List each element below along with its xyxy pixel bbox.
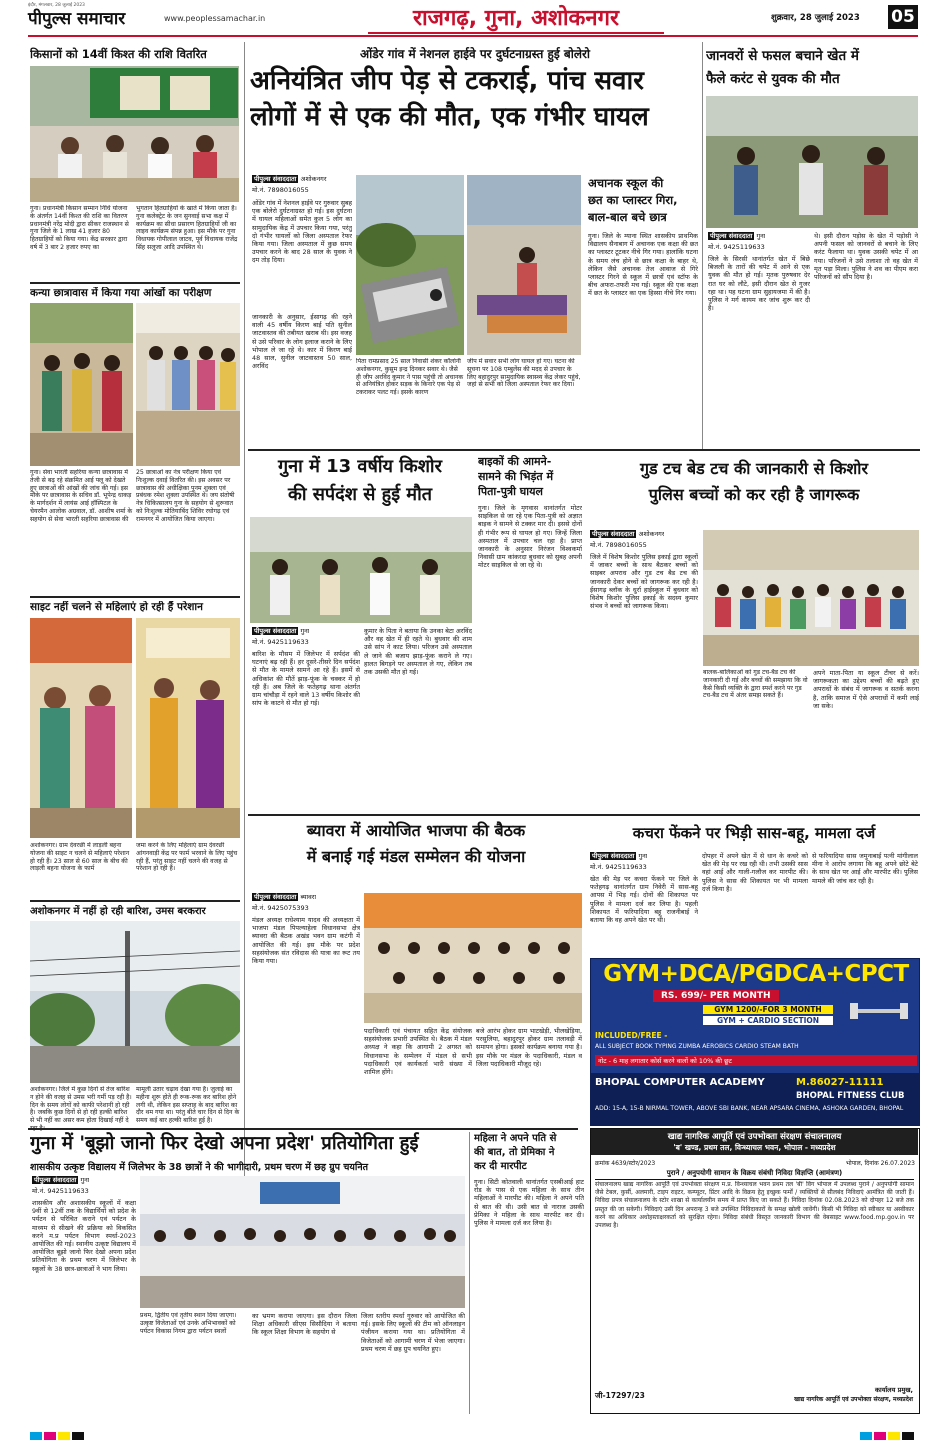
dumbbell-icon-svg	[846, 991, 912, 1031]
current-byline	[708, 232, 765, 240]
snake-headline-1: गुना में 13 वर्षीय किशोर	[278, 456, 442, 477]
eye-camp-photo-1-svg	[30, 303, 133, 466]
gym-ad-included: INCLUDED/FREE -	[595, 1031, 668, 1040]
issue-date: शुक्रवार, 28 जुलाई 2023	[771, 13, 860, 23]
byline-desk: पीपुल्स संवाददाता	[592, 852, 635, 860]
good-touch-headline-1: गुड टच बेड टच की जानकारी से किशोर	[640, 459, 868, 478]
eye-camp-headline: कन्या छात्रावास में किया गया आंखों का परीक्षण	[30, 287, 212, 299]
notice-body: संचालनालय खाद्य नागरिक आपूर्ति एवं उपभोक्ता संरक्षण म.प्र. विन्ध्याचल भवन प्रथम तल 'बी' विंग भोपाल में उपलब्ध पुराने / अनुपयोगी सामान जैसे टेबल, कुर्सी, अलमारी, टाइप राइटर, कम्प्यूटर, प्रिंटर आदि के विक्रय हेतु इच्छुक फर्मों / व्यक्तियों से सीलबंद निविदाएं आमंत्रित की जाती हैं। निविदा प्रपत्र संचालनालय के स्टोर शाखा से कार्यालयीन समय में प्राप्त किए जा सकते हैं। निविदा दिनांक 02.08.2023 को दोपहर 12 बजे तक प्रस्तुत की जा सकेगी। निविदाएं उसी दिन अपरान्ह 3 बजे उपस्थित निविदाकारों के समक्ष खोली जावेंगी। किसी भी निविदा को स्वीकार या अस्वीकार करने का अधिकार अधोहस्ताक्षरकर्ता को सुरक्षित रहेगा। निविदा संबंधी विस्तृत जानकारी विभाग की वेबसाइट www.food.mp.gov.in पर उपलब्ध है।	[595, 1181, 914, 1230]
good-touch-headline-2: पुलिस बच्चों को कर रही है जागरूक	[648, 485, 860, 504]
current-headline-1: जानवरों से फसल बचाने खेत में	[706, 48, 859, 64]
lead-photo-2-caption: पिता रामप्रसाद 25 साल निवासी शंकर कॉलोनी अशोकनगर, कुसुम इन्द्र दिनकर सवार थे। जैसे ही जीप अरविंद कुमार ने पास पहुंची तो अचानक से अनियंत्रित होकर सड़क के किनारे एक पेड़ से टकराकर पलट गई। इसके कारण	[356, 358, 464, 397]
lead-byline	[252, 175, 352, 183]
eye-camp-caption-2: 25 छात्राओं का नेत्र परीक्षण किया एवं निःशुल्क दवाई वितरित की। इस अवसर पर छात्रावास की अधीक्षिका पूनम शुक्ला एवं प्रबंधक रमेश शुक्ला उपस्थित थे। जय संतोषी नेत्र चिकित्सालय गुना के सहयोग से शुरूवात को निःशुल्क मोतियाबिंद शिविर रघोगढ़ एवं रामनगर में आयोजित किया जाएगा।	[136, 469, 235, 523]
contest-byline	[32, 1176, 89, 1184]
byline-desk: पीपुल्स संवाददाता	[254, 175, 297, 183]
byline-place: गुना	[80, 1176, 90, 1184]
mahila-headline-1: महिला ने अपने पति से	[474, 1133, 557, 1144]
notice-sign-2: खाद्य नागरिक आपूर्ति एवं उपभोक्ता संरक्षण, मध्यप्रदेश	[794, 1396, 913, 1403]
byline-place: गुना	[300, 627, 310, 635]
snake-photo-svg	[250, 517, 472, 623]
contest-mobile: मो.नं. 9425119633	[32, 1187, 89, 1195]
website-photo-2-svg	[136, 618, 240, 838]
lead-headline-2: लोगों में से एक की मौत, एक गंभीर घायल	[250, 102, 649, 132]
kisan-caption-1: गुना। प्रधानमंत्री किसान सम्मान निधि योजना के अंतर्गत 14वीं किश्त की राशि का वितरण प्रधानमंत्री नरेंद्र मोदी द्वारा सीकर राजस्थान से गुना जिले के 1 लाख 41 हजार 80 हितग्राहियों को किया गया। केंद्र सरकार द्वारा वर्ष में 3 बार 2 हजार रुपए का	[30, 205, 129, 251]
notice-heading: पुराने / अनुपयोगी सामान के विक्रय संबंधी निविदा विज्ञप्ति (आमंत्रण)	[595, 1169, 914, 1180]
snake-body-2: कुमार के पिता ने बताया कि उनका बेटा अरविंद और वह खेत में ही रहते थे। बुधवार की शाम उसे सांप ने काट लिया। परिजन उसे अस्पताल ले जाने की बजाय झाड़-फूंक कराने ले गए। हालत बिगड़ने पर अस्पताल ले गए, लेकिन तब तक उसकी मौत हो गई।	[364, 627, 472, 677]
notice-ref: क्रमांक 4639/स्टोर/2023	[595, 1160, 656, 1167]
website-photo-1-svg	[30, 618, 132, 838]
bike-body: गुना। जिले के मृगवास थानांतर्गत मोटर साइकिल से जा रहे एक पिता-पुत्री को अज्ञात बाइक ने सामने से टक्कर मार दी। इससे दोनों ही गंभीर रूप से घायल हो गए। जिन्हें जिला अस्पताल में उपचार चल रहा है। प्राप्त जानकारी के अनुसार निरंजन विश्वकर्मा निवासी ग्राम कांकरदा बुधवार को सुबह अपनी मोटर साइकिल से जा रहे थे।	[478, 504, 582, 570]
eye-camp-photo-2	[136, 303, 240, 466]
current-body-1: जिले के सिरसी थानांतर्गत खेत में बिछे बिजली के तारों की चपेट में आने से एक युवक की मौत हो गई। मृतक पुरुषवार देर रात घर को लौटे, इसी दौरान खेत से गुजर रहा था। यह घटना ग्राम सुहायजमा में की है। पुलिस ने मर्ग कायम कर जांच शुरू कर दी है।	[708, 255, 810, 313]
section-title: राजगढ़, गुना, अशोकनगर	[412, 6, 620, 31]
current-headline-2: फैले करंट से युवक की मौत	[706, 71, 840, 87]
no-rain-caption-1: अशोकनगर। जिले में कुछ दिनों से तेज बारिश न होने की वजह से उमस भरी गर्मी पड़ रही है। दिन के समय लोगों को काफी परेशानी हो रही है। जबकि कुछ दिनों से हो रही हल्की बारिश से भी नहीं का असर कम होता दिखाई नहीं दे	[30, 1086, 132, 1125]
bjp-photo	[364, 893, 582, 1023]
website-url[interactable]: www.peoplessamachar.in	[164, 14, 266, 23]
no-rain-caption-2: मामूली उतार चढ़ाव देखा गया है। जुलाई का महीना शुरू होते ही रूक-रूक कर बारिश होने लगी थी, लेकिन इस सप्ताह के बाद बारिश का दौर थम गया था। परंतु बीते चार दिन से दिन के समय कई बार हल्की बारिश हुई है।	[136, 1086, 240, 1125]
lead-photo-1-svg	[356, 175, 464, 355]
contest-body-1: शासकीय और अशासकीय स्कूलों में कक्षा 9वीं से 12वीं तक के विद्यार्थियों को प्रदेश के पर्यटन से परिचित कराने एवं पर्यटन के माध्यम से सीखने की प्रक्रिया को विकसित करने म.प्र पर्यटन विभाग स्पर्धा-2023 आयोजित की गई। स्थानीय उत्कृष्ट विद्यालय में आयोजित बूझो जानो फिर देखो अपना प्रदेश प्रतियोगिता के प्रथम चरण में जिलेभर के स्कूलों के 38 छात्र-छात्राओं ने भाग लिया।	[32, 1199, 136, 1273]
col-divider	[30, 900, 240, 902]
snake-body-1: बारिश के मौसम में जिलेभर में सर्पदंश की घटनाएं बढ़ रही हैं। हर दूसरे-तीसरे दिन सर्पदंश से मौत के मामले सामने आ रहे हैं। इसमें से अधिकांश की मौतें झाड़-फूंक के चक्कर में हो रही हैं। अब जिले के फतेहगढ़ थाना अंतर्गत ग्राम चांचौड़ा में रहने वाले 13 वर्षीय किशोर की सांप के काटने से मौत हो गई।	[252, 650, 360, 708]
current-photo	[706, 96, 918, 228]
registration-marks-svg	[0, 1429, 945, 1443]
snake-byline	[252, 627, 309, 635]
gym-ad-sections: ALL SUBJECT BOOK TYPING ZUMBA AEROBICS CARDIO STEAM BATH	[595, 1043, 799, 1050]
section-divider	[28, 1128, 578, 1130]
bike-headline-1: बाइकों की आमने-	[478, 455, 552, 468]
contest-headline: गुना में 'बूझो जानो फिर देखो अपना प्रदेश' प्रतियोगिता हुई	[30, 1133, 419, 1154]
good-touch-mobile: मो.नं. 7898016055	[590, 541, 647, 549]
bjp-byline	[252, 893, 316, 901]
lead-photo-2-svg	[467, 175, 581, 355]
contest-photo-svg	[140, 1176, 465, 1308]
website-photo-1	[30, 618, 132, 838]
col-divider	[30, 596, 240, 598]
current-photo-svg	[706, 96, 918, 228]
gym-ad-academy: BHOPAL COMPUTER ACADEMY	[595, 1077, 765, 1088]
byline-desk: पीपुल्स संवाददाता	[254, 893, 297, 901]
contest-subhead: शासकीय उत्कृष्ट विद्यालय में जिलेभर के 38 छात्रों ने की भागीदारी, प्रथम चरण में छह ग्रुप चयनित	[30, 1162, 369, 1173]
eye-camp-photo-2-svg	[136, 303, 240, 466]
gym-ad-price: RS. 699/- PER MONTH	[653, 990, 779, 1002]
school-headline-1: अचानक स्कूल की	[588, 176, 664, 190]
mahila-body: गुना। सिटी कोतवाली थानांतर्गत एसबीआई हाट रोड के पास से एक महिला के साथ तीन महिलाओं ने मारपीट की। महिला ने अपने पति से बात की थी। उसी बात से नाराज उसकी प्रेमिका ने महिला के साथ मारपीट कर दी। पुलिस ने मामला दर्ज कर लिया है।	[474, 1178, 584, 1228]
gym-ad-mobile[interactable]: M.86027-11111	[796, 1077, 884, 1088]
gym-ad-address: ADD: 15-A, 15-B NIRMAL TOWER, ABOVE SBI BANK, NEAR APSARA CINEMA, ASHOKA GARDEN, BHOPAL	[595, 1105, 904, 1112]
col-divider	[30, 282, 240, 284]
snake-headline-2: की सर्पदंश से हुई मौत	[288, 484, 432, 505]
bjp-headline-2: में बनाई गई मंडल सम्मेलन की योजना	[306, 847, 526, 866]
kisan-headline: किसानों को 14वीं किश्त की राशि वितरित	[30, 47, 207, 61]
byline-place: गुना	[756, 232, 766, 240]
contest-photo	[140, 1176, 465, 1308]
website-photo-2	[136, 618, 240, 838]
gym-ad-note: नोट - 6 माह लगातार कोर्स करने वालों को 10% की छूट	[595, 1055, 917, 1066]
bjp-body-1: मंडल अध्यक्ष राधेश्याम यादव की अध्यक्षता में भाजपा मंडल पिपल्याहेला विधानसभा क्षेत्र ब्यावरा की बैठक अखंड भवन ग्राम कटंगी में आयोजित की गई। इस मौके पर प्रदेश सहसंयोजक संत रविदास की यात्रा का रूट तय किया गया।	[252, 916, 360, 966]
notice-date: भोपाल, दिनांक 26.07.2023	[845, 1160, 915, 1167]
bjp-body-3: बजे आरंभ होकर ग्राम भाटखेड़ी, भीलखेड़िया, परसुलिया, बहादुरपुर होकर ग्राम तलावड़ी में समापन होगा। इसको कार्यक्रम बनाया गया है। इस मौके पर मंडल के पदाधिकारी, मंडल व जिला पदाधिकारी मौजूद रहे।	[476, 1027, 582, 1068]
website-caption-1: अशोकनगर। ग्राम देवरछी में लाड़ली बहना योजना की साइट न चलने से महिलाएं परेशान हो रही हैं। 23 साल से 60 साल के बीच की लाड़ली बहना योजना के फार्म	[30, 842, 130, 873]
masthead	[0, 0, 945, 36]
academy-bar	[591, 1073, 920, 1126]
school-headline-3: बाल-बाल बचे छात्र	[588, 210, 667, 224]
notice-subtitle: 'ब' खण्ड, प्रथम तल, विन्ध्याचल भवन, भोपाल - मध्यप्रदेश	[673, 1143, 836, 1152]
byline-place: अशोकनगर	[300, 175, 327, 183]
school-body: गुना। जिले के म्याना स्थित शासकीय प्राथमिक विद्यालय सैनाबाग में अचानक एक कक्षा की छत का प्लास्टर टूटकर नीचे गिर गया। हालांकि घटना के समय लंच होने से छात्र कक्षा के बाहर थे, लेकिन जैसे अचानक तेज आवाज से गिरे प्लास्टर गिरने से स्कूल में छात्रों एवं स्टॉफ के बीच अफरा-तफरी मच गई। स्कूल की एक कक्षा में छत के प्लास्टर का एक हिस्सा नीचे गिर गया।	[588, 232, 698, 298]
no-rain-headline: अशोकनगर में नहीं हो रही बारिश, उमस बरकरार	[30, 906, 206, 917]
bjp-body-2: पदाधिकारी एवं पंचायत सहित केंद्र संयोजक सहसंयोजक प्रभारी उपस्थित थे। बैठक में मंडल अध्यक्ष ने कहा कि आगामी 2 अगस्त को विधानसभा के सम्मेलन में मंडल से सभी पदाधिकारी एवं कार्यकर्ता भारी संख्या में शामिल होंगे।	[364, 1027, 472, 1077]
contest-caption: प्रथम, द्वितीय एवं तृतीय स्थान दिया जाएगा। उत्कृष्ट विजेताओं एवं उनके अभिभावकों को पर्यटन विकास निगम द्वारा पर्यटन स्थलों	[140, 1312, 237, 1335]
kisan-photo	[30, 66, 239, 202]
good-touch-photo	[703, 530, 919, 666]
section-divider	[248, 449, 920, 451]
eye-camp-photo-1	[30, 303, 133, 466]
dispute-body-1: खेत की मेड़ पर कचरा फेंकने पर जिले के फतेहगढ़ थानांतर्गत ग्राम निवेरी में सास-बहू आपस में भिड़ गई। दोनों की शिकायत पर पुलिस ने मामला दर्ज कर लिया है। पहली शिकायत में फरियादिया बहू राजनीबाई ने बताया कि वह अपने खेत पर थी।	[590, 875, 698, 925]
lead-mobile: मो.नं. 7898016055	[252, 186, 309, 194]
column-rule	[469, 1132, 470, 1414]
notice-title: खाद्य नागरिक आपूर्ति एवं उपभोक्ता संरक्षण संचालनालय	[667, 1132, 842, 1142]
kisan-photo-svg	[30, 66, 239, 202]
gym-ad-offer-2: GYM + CARDIO SECTION	[703, 1016, 833, 1025]
newspaper-logo: पीपुल्स समाचार	[28, 9, 126, 29]
bjp-mobile: मो.नं. 9425075393	[252, 904, 309, 912]
byline-place: अशोकनगर	[638, 530, 665, 538]
mahila-headline-2: की बात, तो प्रेमिका ने	[474, 1147, 555, 1158]
snake-mobile: मो.नं. 9425119633	[252, 638, 309, 646]
current-mobile: मो.नं. 9425119633	[708, 243, 765, 251]
eye-camp-caption-1: गुना। सेवा भारती सहरिया कन्या छात्रावास में तेजी से बढ़ रहे संक्रमित आई फ्लू को देखते हुए छात्राओं की आंखों की जांच की गई। इस मौके पर छात्रावास के सचिव डॉ. भूपेन्द्र धाकड़ के मार्गदर्शन में लायंस आई हॉस्पिटल के चेयरमैन आलोक अग्रवाल, डॉ. आशीष शर्मा के सहयोग से सेवा भारती सहरिया छात्रावास की	[30, 469, 133, 523]
notice-sign-1: कार्यालय प्रमुख,	[875, 1386, 913, 1394]
print-registration-strip	[0, 1428, 945, 1442]
contest-body-3: जिला स्तरीय स्पर्धा गुरुवार को आयोजित की गई। इसके लिए स्कूलों की टीम को ऑनलाइन पंजीयन कराया गया था। प्रतियोगिता में विजेताओं को आगामी चरण में भेजा जाएगा। प्रथम चरण में छह ग्रुप चयनित हुए।	[361, 1312, 465, 1353]
dispute-body-3: से फरियादिया सास जमुनाबाई पत्नी मांगीलाल मीना ने आरोप लगाया कि बहू अपने छोटे बेटे के साथ खेत पर आई और मारपीट की। पुलिस मामले की जांच कर रही है।	[812, 852, 918, 885]
gym-ad[interactable]	[590, 958, 920, 1126]
no-rain-photo-svg	[30, 921, 240, 1083]
dumbbell-icon	[846, 991, 912, 1031]
section-title-bar	[368, 4, 664, 34]
no-rain-photo	[30, 921, 240, 1083]
gym-ad-fitness: BHOPAL FITNESS CLUB	[796, 1091, 905, 1101]
lead-body-1: ओंडेर गांव में नेशनल हाईवे पर गुरुवार सुबह एक बोलेरो दुर्घटनाग्रस्त हो गई। इस दुर्घटना में घायल महिलाओं समेत कुल 5 लोग का सामुदायिक केंद्र में उपचार किया गया, परंतु दो गंभीर घायलों को जिला अस्पताल रेफर किया गया। जिला अस्पताल में कुछ समय उपचार करने के बाद 28 साल के युवक ने दम तोड़ दिया।	[252, 199, 352, 265]
byline-desk: पीपुल्स संवाददाता	[34, 1176, 77, 1184]
lead-photo-1	[356, 175, 464, 355]
byline-desk: पीपुल्स संवाददाता	[254, 627, 297, 635]
good-touch-body-1: जिले में विशेष किशोर पुलिस इकाई द्वारा स्कूलों में जाकर बच्चों के साथ बैठकर बच्चों को साइबर अपराध और गुड टच बैड टच की जानकारी देकर बच्चों को जागरूक कर रही है। ईसागढ़ ब्लॉक के धुर्रा हाईस्कूल में बुधवार को विशेष किशोर पुलिस इकाई के सदस्य कुमार संभव ने बच्चों को जागरूक किया।	[590, 553, 698, 611]
lead-kicker: ओंडेर गांव में नेशनल हाईवे पर दुर्घटनाग्रस्त हुई बोलेरो	[359, 47, 591, 61]
good-touch-byline	[590, 530, 664, 538]
website-caption-2: जमा करने के लिए महिलाएं ग्राम देवरछी आंगनवाड़ी केंद्र पर फार्म भरवाने के लिए पहुंच रही हैं, परंतु साइट नहीं चलने की वजह से परेशान हो रही हैं।	[136, 842, 238, 873]
good-touch-body-2: अपने माता-पिता या स्कूल टीचर से करें। जागरूकता का उद्देश्य बच्चों की बढ़ते हुए अपराधों के संबंध में जागरूक व सतर्क करना है, ताकि समाज में ऐसे अपराधों में कमी लाई जा सके।	[813, 669, 919, 710]
byline-desk: पीपुल्स संवाददाता	[592, 530, 635, 538]
dispute-body-2: दोपहर में अपने खेत में से धान के कचरे को खेत की मेड़ पर रख रही थी। तभी उसकी सास वहां आई और गाली-गलौज कर मारपीट की। पुलिस ने सास की शिकायत पर भी मामला दर्ज किया है।	[702, 852, 808, 893]
dispute-mobile: मो.नं. 9425119633	[590, 863, 647, 871]
contest-body-2: का भ्रमण कराया जाएगा। इस दौरान जिला शिक्षा अधिकारी सीएस सिसौदिया ने बताया कि स्कूल शिक्षा विभाग के सहयोग से	[252, 1312, 357, 1337]
bike-headline-3: पिता-पुत्री घायल	[478, 485, 543, 498]
page-number: 05	[888, 5, 918, 29]
lead-headline-1: अनियंत्रित जीप पेड़ से टकराई, पांच सवार	[250, 66, 644, 96]
notice-header	[591, 1129, 918, 1155]
current-body-2: थे। इसी दौरान पड़ोस के खेत में पड़ोसी ने अपनी फसल को जानवरों से बचाने के लिए करंट फैलाया था। युवक उसकी चपेट में आ गया। परिजनों ने उसे तलाशा तो वह खेत में मृत पड़ा मिला। पुलिस ने शव का पीएम करा परिजनों को सौंप दिया है।	[814, 232, 918, 282]
dispute-byline	[590, 852, 647, 860]
byline-place: गुना	[638, 852, 648, 860]
school-headline-2: छत का प्लास्टर गिरा,	[588, 193, 678, 207]
column-rule	[702, 42, 703, 450]
section-divider	[248, 814, 920, 816]
good-touch-caption: बालक-बालिकाओं को गुड टच-बैड टच की जानकारी दी गई और बच्चों की समझाया कि वो कैसे किसी व्यक्ति के द्वारा स्पर्श करने पर गुड टच-बैड टच में अंतर समझ सकते हैं।	[703, 669, 808, 700]
lead-photo-2	[467, 175, 581, 355]
bjp-photo-svg	[364, 893, 582, 1023]
byline-desk: पीपुल्स संवाददाता	[710, 232, 753, 240]
kisan-caption-2: भुगतान हितग्राहियों के खाते में किया जाता है। गुना कलेक्ट्रेट के जन सुनवाई सभा कक्ष में कार्यक्रम का सीधा प्रसारण हितग्राहियों जी का लाइव कार्यक्रम संपन्न हुआ। इस मौके पर गुना विधायक गोपीलाल जाटव, पूर्व विधायक राजेंद्र सिंह सलूजा आदि उपस्थित थे।	[136, 205, 238, 251]
bike-headline-2: सामने की भिड़ंत में	[478, 470, 554, 483]
masthead-tagline: इंदौर, मंगलवार, 28 जुलाई 2023	[28, 3, 85, 8]
website-headline: साइट नहीं चलने से महिलाएं हो रही हैं परेशान	[30, 601, 203, 613]
column-rule	[244, 42, 245, 1222]
masthead-divider	[28, 35, 918, 37]
byline-place: ब्यावरा	[300, 893, 317, 901]
good-touch-photo-svg	[703, 530, 919, 666]
lead-photo-3-caption: जीप में सवार सभी लोग घायल हो गए। घटना की सूचना पर 108 एम्बुलेंस की मदद से उपचार के लिए बहादुरपुर सामुदायिक स्वास्थ्य केंद्र लेकर पहुंचे, जहां से सभी को जिला अस्पताल रेफर कर दिया।	[467, 358, 581, 389]
bjp-headline-1: ब्यावरा में आयोजित भाजपा की बैठक	[306, 821, 526, 840]
snake-photo	[250, 517, 472, 623]
gym-ad-offer-1: GYM 1200/-FOR 3 MONTH	[703, 1005, 833, 1014]
notice-code: जी-17297/23	[595, 1391, 645, 1400]
mahila-headline-3: कर दी मारपीट	[474, 1161, 527, 1172]
govt-notice	[590, 1128, 920, 1414]
gym-ad-headline: GYM+DCA/PGDCA+CPCT	[603, 961, 909, 987]
dispute-headline: कचरा फेंकने पर भिड़ी सास-बहू, मामला दर्ज	[632, 824, 876, 842]
lead-body-2: जानकारी के अनुसार, ईसागढ़ की रहने वाली 45 वर्षीय किरण बाई पति सुनील जाटवास्तव की तबीयत खराब थी। इस वजह से उसे परिवार के लोग इलाज कराने के लिए भोपाल ले जा रहे थे। कार में किरण बाई 48 साल, सुनील जाटवास्तव 50 साल, अरविंद	[252, 313, 352, 371]
